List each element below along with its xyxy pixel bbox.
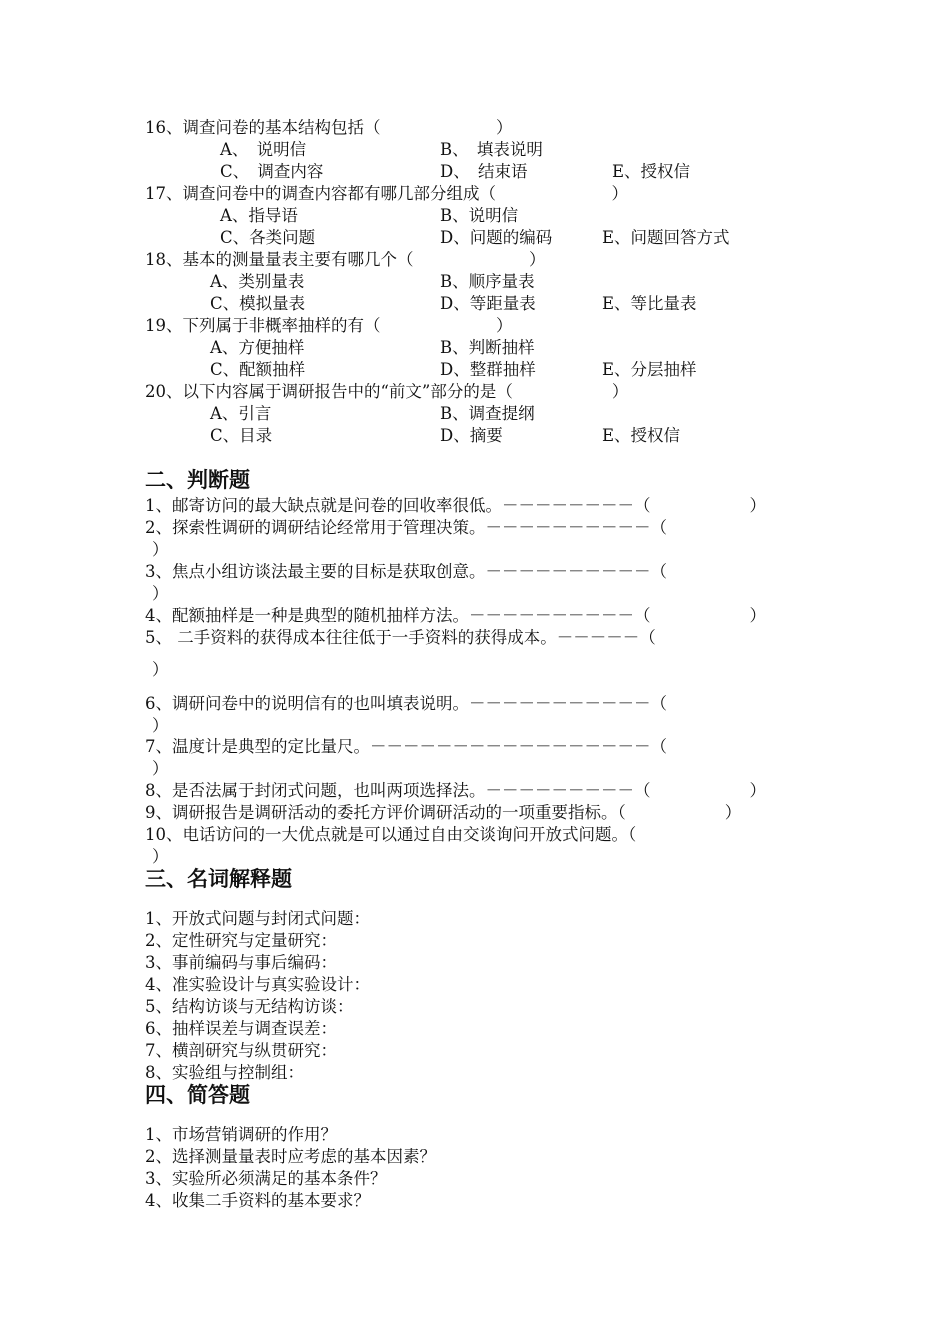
question-20-option-b: B、调查提纲 bbox=[440, 404, 535, 423]
question-16-option-a: A、 说明信 bbox=[220, 140, 307, 159]
question-19-option-d: D、整群抽样 bbox=[440, 360, 536, 379]
short-answer-item-4: 4、收集二手资料的基本要求？ bbox=[145, 1191, 370, 1210]
judge-item-8: 8、是否法属于封闭式问题，也叫两项选择法。－－－－－－－－－（ ） bbox=[145, 781, 766, 800]
judge-item-10: 10、电话访问的一大优点就是可以通过自由交谈询问开放式问题。（ bbox=[145, 825, 637, 844]
question-17-option-e: E、问题回答方式 bbox=[602, 228, 730, 247]
judge-item-5: 5、 二手资料的获得成本往往低于一手资料的获得成本。－－－－－（ bbox=[145, 628, 656, 647]
judge-item-2-close-paren: ） bbox=[152, 540, 169, 559]
judge-item-6: 6、调研问卷中的说明信有的也叫填表说明。－－－－－－－－－－－（ bbox=[145, 694, 667, 713]
question-17-option-b: B、说明信 bbox=[440, 206, 519, 225]
short-answer-item-1: 1、市场营销调研的作用？ bbox=[145, 1125, 337, 1144]
judge-item-3: 3、焦点小组访谈法最主要的目标是获取创意。－－－－－－－－－－（ bbox=[145, 562, 667, 581]
question-17-option-d: D、问题的编码 bbox=[440, 228, 553, 247]
judge-item-9: 9、调研报告是调研活动的委托方评价调研活动的一项重要指标。（ ） bbox=[145, 803, 742, 822]
question-16-option-e: E、授权信 bbox=[612, 162, 691, 181]
question-20-option-e: E、授权信 bbox=[602, 426, 681, 445]
question-18-option-e: E、等比量表 bbox=[602, 294, 697, 313]
question-20-option-c: C、目录 bbox=[210, 426, 273, 445]
question-18-option-c: C、模拟量表 bbox=[210, 294, 306, 313]
question-19-option-e: E、分层抽样 bbox=[602, 360, 697, 379]
question-18-stem: 18、基本的测量量表主要有哪几个（ ） bbox=[145, 250, 546, 269]
question-19-option-a: A、方便抽样 bbox=[210, 338, 305, 357]
question-16-stem: 16、调查问卷的基本结构包括（ ） bbox=[145, 118, 513, 137]
question-17-option-c: C、各类问题 bbox=[220, 228, 316, 247]
question-19-option-c: C、配额抽样 bbox=[210, 360, 306, 379]
short-answer-item-3: 3、实验所必须满足的基本条件？ bbox=[145, 1169, 387, 1188]
question-20-option-a: A、引言 bbox=[210, 404, 272, 423]
question-20-stem: 20、以下内容属于调研报告中的“前文”部分的是（ ） bbox=[145, 382, 629, 401]
question-18-option-a: A、类别量表 bbox=[210, 272, 305, 291]
terms-item-2: 2、定性研究与定量研究： bbox=[145, 931, 337, 950]
terms-item-7: 7、横剖研究与纵贯研究： bbox=[145, 1041, 337, 1060]
question-18-option-d: D、等距量表 bbox=[440, 294, 536, 313]
question-19-option-b: B、判断抽样 bbox=[440, 338, 535, 357]
question-16-option-b: B、 填表说明 bbox=[440, 140, 543, 159]
judge-item-1: 1、邮寄访问的最大缺点就是问卷的回收率很低。－－－－－－－－（ ） bbox=[145, 496, 766, 515]
short-answer-section-heading: 四、简答题 bbox=[145, 1083, 250, 1107]
question-17-stem: 17、调查问卷中的调查内容都有哪几部分组成（ ） bbox=[145, 184, 628, 203]
question-17-option-a: A、指导语 bbox=[220, 206, 298, 225]
terms-item-5: 5、结构访谈与无结构访谈： bbox=[145, 997, 354, 1016]
judge-item-3-close-paren: ） bbox=[152, 584, 169, 603]
terms-item-4: 4、准实验设计与真实验设计： bbox=[145, 975, 370, 994]
judge-item-7-close-paren: ） bbox=[152, 759, 169, 778]
question-16-option-d: D、 结束语 bbox=[440, 162, 528, 181]
terms-item-3: 3、事前编码与事后编码： bbox=[145, 953, 337, 972]
judge-item-5-close-paren: ） bbox=[152, 660, 169, 679]
terms-section-heading: 三、名词解释题 bbox=[145, 867, 292, 891]
judge-section-heading: 二、判断题 bbox=[145, 468, 250, 492]
judge-item-6-close-paren: ） bbox=[152, 716, 169, 735]
judge-item-7: 7、温度计是典型的定比量尺。－－－－－－－－－－－－－－－－－（ bbox=[145, 737, 667, 756]
question-20-option-d: D、摘要 bbox=[440, 426, 503, 445]
judge-item-10-close-paren: ） bbox=[152, 847, 169, 866]
question-16-option-c: C、 调查内容 bbox=[220, 162, 324, 181]
terms-item-1: 1、开放式问题与封闭式问题： bbox=[145, 909, 370, 928]
terms-item-6: 6、抽样误差与调查误差： bbox=[145, 1019, 337, 1038]
question-19-stem: 19、下列属于非概率抽样的有（ ） bbox=[145, 316, 513, 335]
judge-item-2: 2、探索性调研的调研结论经常用于管理决策。－－－－－－－－－－（ bbox=[145, 518, 667, 537]
question-18-option-b: B、顺序量表 bbox=[440, 272, 535, 291]
terms-item-8: 8、实验组与控制组： bbox=[145, 1063, 304, 1082]
judge-item-4: 4、配额抽样是一种是典型的随机抽样方法。－－－－－－－－－－（ ） bbox=[145, 606, 766, 625]
short-answer-item-2: 2、选择测量量表时应考虑的基本因素？ bbox=[145, 1147, 436, 1166]
